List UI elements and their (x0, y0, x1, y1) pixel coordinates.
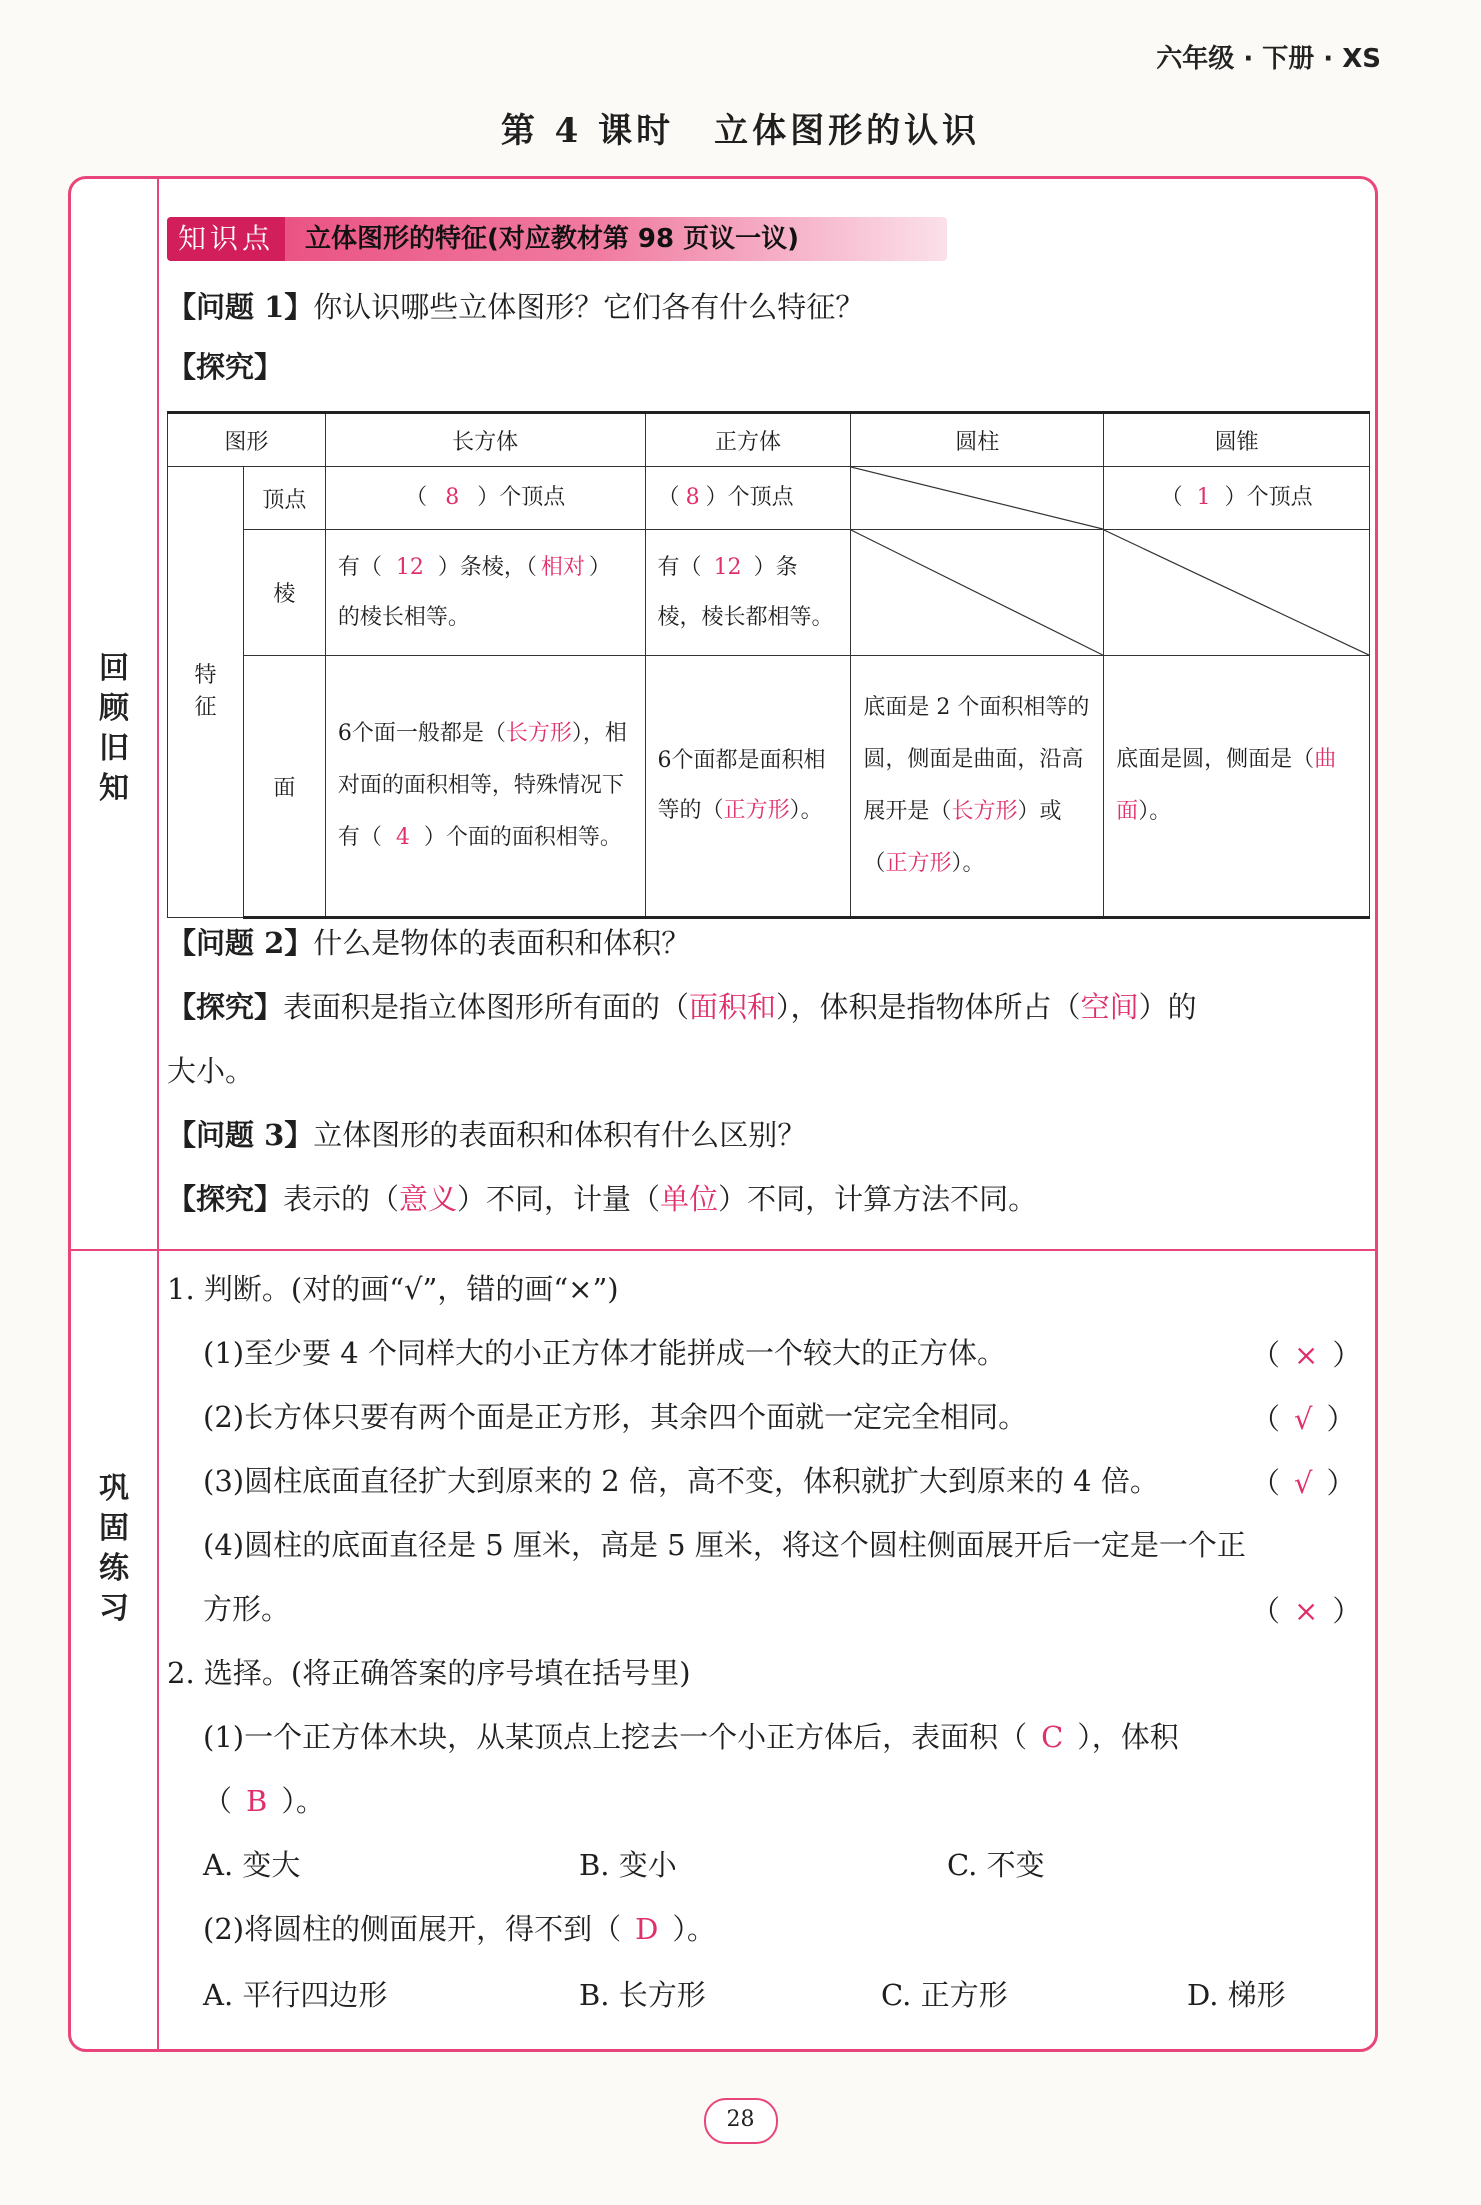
diagonal-slash (851, 530, 1103, 655)
edge-label: 棱 (243, 530, 325, 656)
cone-face-p1: 底面是圆，侧面是（ (1116, 747, 1315, 772)
exercise-1-title: 1. 判断。(对的画“√”，错的画“×”) (167, 1272, 619, 1306)
q2-p3: ）的 (1138, 990, 1197, 1024)
cuboid-edge-post: ）的棱长相等。 (337, 554, 611, 630)
page-number (0, 2098, 1481, 2144)
question-3 (167, 1115, 806, 1155)
lesson-number: 第 4 课时 (500, 111, 675, 151)
knowledge-title: 立体图形的特征(对应教材第 98 页议一议) (305, 224, 800, 254)
q3-p1: 表示的（ (283, 1182, 400, 1216)
cuboid-edge (325, 530, 645, 656)
cylinder-edge-empty (851, 530, 1104, 656)
ex2-q2-p1: (2)将圆柱的侧面展开，得不到（ (203, 1912, 622, 1946)
ex2-q2-option-a: A. 平行四边形 (203, 1978, 388, 2012)
cylinder-face-p2: ）或（ (863, 799, 1062, 876)
practice-label: 巩固练习 (99, 1471, 129, 1626)
ex2-q2-option-d: D. 梯形 (1187, 1978, 1286, 2012)
ex2-q1-p2: ），体积 (1077, 1720, 1179, 1754)
exercise-1-item-1: (1)至少要 4 个同样大的小正方体才能拼成一个较大的正方体。 (203, 1336, 1006, 1370)
q3-answer-2: 单位 (660, 1182, 719, 1216)
cube-vertex (645, 467, 851, 530)
diagonal-slash (1104, 530, 1369, 655)
cone-edge-empty (1104, 530, 1370, 656)
feature-label (168, 467, 244, 918)
q3-explore-label: 【探究】 (167, 1182, 284, 1216)
answer-mark: × (1294, 1338, 1319, 1372)
q3-p2: ）不同，计量（ (457, 1182, 661, 1216)
ex2-q1-answer-2: B (246, 1784, 268, 1818)
ex2-q2-answer: D (635, 1912, 659, 1946)
paren-open: （ (1251, 1466, 1281, 1500)
header-cuboid: 长方体 (325, 413, 645, 467)
cuboid-face-answer-1: 长方形 (505, 721, 572, 746)
cylinder-face (851, 656, 1104, 918)
cuboid-face-answer-2: 4 (395, 825, 410, 850)
cuboid-vertex-pre: （ (405, 485, 428, 510)
cuboid-edge-answer-1: 12 (395, 554, 424, 580)
diagonal-slash (851, 467, 1103, 529)
cone-vertex-pre: （ (1160, 485, 1183, 510)
exercise-1-answer-4 (1251, 1589, 1361, 1630)
paren-close: ） (1332, 1338, 1362, 1372)
q2-p2: ），体积是指物体所占（ (776, 990, 1081, 1024)
q3-text: 立体图形的表面积和体积有什么区别？ (313, 1118, 807, 1152)
cube-edge-answer: 12 (713, 554, 742, 580)
q1-explore: 【探究】 (167, 350, 284, 384)
side-label-review (71, 649, 157, 809)
cuboid-face-p2: ），相对面的面积相等，特殊情况下有（ (337, 721, 627, 850)
cuboid-vertex-post: ）个顶点 (477, 485, 566, 510)
q3-label: 【问题 3】 (167, 1118, 314, 1152)
paren-open: （ (1251, 1594, 1281, 1628)
features-table (167, 411, 1370, 919)
cube-face-answer: 正方形 (723, 798, 790, 823)
cylinder-face-answer-2: 正方形 (885, 851, 952, 876)
ex2-q1-p1: (1)一个正方体木块，从某顶点上挖去一个小正方体后，表面积（ (203, 1720, 1028, 1754)
ex2-q1-option-a: A. 变大 (203, 1848, 301, 1882)
q1-label: 【问题 1】 (167, 290, 314, 324)
lesson-title (0, 103, 1481, 152)
side-divider (71, 1249, 157, 1251)
header-cylinder: 圆柱 (851, 413, 1104, 467)
knowledge-bar (167, 217, 947, 261)
feature-label-text: 特征 (194, 663, 217, 720)
cuboid-vertex-answer: 8 (445, 485, 460, 510)
exercise-2-q2 (203, 1909, 716, 1949)
ex2-q1-p4: ）。 (281, 1784, 325, 1818)
ex2-q2-option-c: C. 正方形 (881, 1978, 1008, 2012)
cube-vertex-post: ）个顶点 (705, 485, 794, 510)
cuboid-face (325, 656, 645, 918)
face-label: 面 (243, 656, 325, 918)
header-cube: 正方体 (645, 413, 851, 467)
q2-explore (167, 987, 1197, 1027)
review-label: 回顾旧知 (99, 651, 129, 806)
cube-edge (645, 530, 851, 656)
cylinder-face-p1: 底面是 2 个面积相等的圆，侧面是曲面，沿高展开是（ (863, 695, 1090, 824)
cylinder-face-p3: ）。 (951, 851, 985, 876)
cone-vertex-answer: 1 (1196, 485, 1211, 510)
lesson-name: 立体图形的认识 (714, 111, 981, 151)
exercise-2-title: 2. 选择。(将正确答案的序号填在括号里) (167, 1656, 691, 1690)
side-column (71, 179, 159, 2049)
grade-header: 六年级 · 下册 · XS (1156, 44, 1381, 74)
exercise-1-item-4: (4)圆柱的底面直径是 5 厘米，高是 5 厘米，将这个圆柱侧面展开后一定是一个正 (203, 1528, 1246, 1562)
paren-close: ） (1326, 1466, 1356, 1500)
q2-p1: 表面积是指立体图形所有面的（ (283, 990, 690, 1024)
question-1 (167, 287, 864, 327)
question-2 (167, 923, 690, 963)
exercise-1-item-3: (3)圆柱底面直径扩大到原来的 2 倍，高不变，体积就扩大到原来的 4 倍。 (203, 1464, 1159, 1498)
header-cone: 圆锥 (1104, 413, 1370, 467)
q2-answer-2: 空间 (1080, 990, 1139, 1024)
q2-continued: 大小。 (167, 1054, 255, 1088)
cuboid-vertex (325, 467, 645, 530)
q3-explore (167, 1179, 1037, 1219)
cylinder-vertex-empty (851, 467, 1104, 530)
cube-vertex-pre: （ (657, 485, 680, 510)
cylinder-face-answer-1: 长方形 (951, 799, 1018, 824)
ex2-q1-p3: （ (203, 1784, 233, 1818)
paren-close: ） (1332, 1594, 1362, 1628)
q2-label: 【问题 2】 (167, 926, 314, 960)
cube-edge-pre: 有（ (657, 554, 702, 580)
cuboid-edge-pre: 有（ (337, 554, 382, 580)
q2-text: 什么是物体的表面积和体积？ (313, 926, 691, 960)
content-frame (68, 176, 1378, 2052)
cone-vertex (1104, 467, 1370, 530)
cube-face (645, 656, 851, 918)
answer-mark: × (1294, 1594, 1319, 1628)
cuboid-face-p1: 6个面一般都是（ (337, 721, 506, 746)
paren-close: ） (1326, 1402, 1356, 1436)
paren-open: （ (1251, 1402, 1281, 1436)
page-number-badge: 28 (704, 2098, 778, 2144)
ex2-q1-answer-1: C (1041, 1720, 1064, 1754)
vertex-label: 顶点 (243, 467, 325, 530)
cuboid-face-p3: ）个面的面积相等。 (423, 825, 622, 850)
answer-mark: √ (1294, 1402, 1313, 1436)
paren-open: （ (1251, 1338, 1281, 1372)
exercise-1-answer-3 (1251, 1461, 1356, 1502)
exercise-2-q1 (203, 1717, 1179, 1757)
q2-answer-1: 面积和 (689, 990, 777, 1024)
main-divider (157, 1249, 1375, 1251)
cuboid-edge-answer-2: 相对 (540, 554, 585, 580)
cone-face (1104, 656, 1370, 918)
cube-vertex-answer: 8 (685, 485, 700, 510)
header-shape: 图形 (168, 413, 326, 467)
q3-p3: ）不同，计算方法不同。 (718, 1182, 1038, 1216)
cuboid-edge-mid: ）条棱，（ (437, 554, 537, 580)
ex2-q2-option-b: B. 长方形 (579, 1978, 706, 2012)
cube-face-p2: ）。 (789, 798, 823, 823)
cone-face-p2: ）。 (1138, 799, 1172, 824)
q2-explore-label: 【探究】 (167, 990, 284, 1024)
exercise-1-answer-1 (1251, 1333, 1361, 1374)
cube-face-p1: 6个面都是面积相等的（ (657, 748, 826, 823)
cone-vertex-post: ）个顶点 (1224, 485, 1313, 510)
q3-answer-1: 意义 (399, 1182, 458, 1216)
cone-face-answer: 曲面 (1116, 747, 1337, 824)
exercise-1-item-4-continued: 方形。 (203, 1592, 291, 1626)
ex2-q1-option-c: C. 不变 (947, 1848, 1045, 1882)
side-label-practice (71, 1469, 157, 1629)
ex2-q1-option-b: B. 变小 (579, 1848, 677, 1882)
exercise-1-item-2: (2)长方体只要有两个面是正方形，其余四个面就一定完全相同。 (203, 1400, 1028, 1434)
cube-edge-post: ）条棱，棱长都相等。 (657, 554, 834, 630)
exercise-1-answer-2 (1251, 1397, 1356, 1438)
knowledge-tag: 知识点 (167, 217, 285, 261)
exercise-2-q1-continued (203, 1781, 325, 1821)
ex2-q2-p2: ）。 (672, 1912, 716, 1946)
answer-mark: √ (1294, 1466, 1313, 1500)
q1-text: 你认识哪些立体图形？它们各有什么特征？ (313, 290, 865, 324)
